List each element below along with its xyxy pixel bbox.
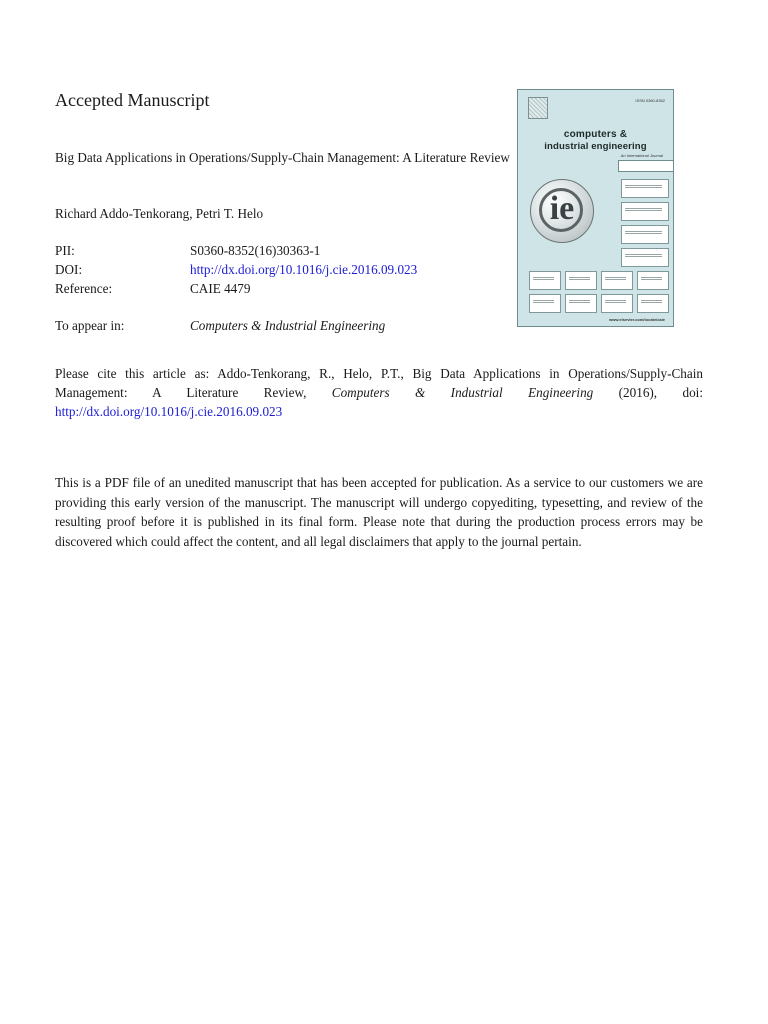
cover-title-line1: computers & (563, 129, 628, 140)
reference-row (55, 279, 250, 298)
citation-paragraph (55, 364, 703, 421)
doi-row (55, 260, 417, 279)
cover-issn: ISSN 0360-8352 (635, 98, 665, 103)
appear-row (55, 316, 385, 335)
cover-toc-box (565, 294, 597, 313)
emblem-text: ie (549, 190, 575, 227)
pii-value: S0360-8352(16)30363-1 (190, 243, 321, 258)
manuscript-heading: Accepted Manuscript (55, 90, 210, 110)
publisher-logo-icon (528, 97, 548, 119)
journal-cover-image (517, 89, 674, 327)
cover-volume-strip (618, 160, 674, 172)
appear-label: To appear in: (55, 318, 125, 333)
manuscript-notice: This is a PDF file of an unedited manuscript that has been accepted for publication. As a service to our customers we are providing this early version of the manuscript. The manuscript will undergo copyediting, typesetting, and review of the resulting proof before it is published in its final form. Please note that during the production process errors may be discovered which could affect the content, and all legal disclaimers that apply to the journal pertain. (55, 475, 703, 549)
article-title: Big Data Applications in Operations/Supply-Chain Management: A Literature Review (55, 150, 510, 165)
citation-year-doi: (2016), doi: (618, 385, 703, 400)
citation-doi-link[interactable]: http://dx.doi.org/10.1016/j.cie.2016.09.023 (55, 404, 283, 419)
authors: Richard Addo-Tenkorang, Petri T. Helo (55, 206, 264, 221)
doi-label: DOI: (55, 262, 83, 277)
cover-toc-box (601, 271, 633, 290)
cover-toc-box (565, 271, 597, 290)
citation-prefix: Please cite this article as: Addo-Tenkorang, R., Helo, P.T., Big Data Applications in Operations/Supply-Chain Management: A Literature Review, (55, 366, 703, 400)
cover-toc-box (637, 271, 669, 290)
reference-label: Reference: (55, 281, 113, 296)
cover-title-line2: industrial engineering (544, 141, 647, 152)
cover-toc-box (621, 202, 669, 221)
citation-journal: Computers & Industrial Engineering (331, 385, 594, 400)
journal-emblem-icon (530, 179, 594, 243)
cover-toc-box (637, 294, 669, 313)
cover-subtitle: An International Journal (620, 153, 663, 158)
cover-toc-box (621, 179, 669, 198)
appear-value: Computers & Industrial Engineering (190, 318, 386, 333)
pii-row (55, 241, 320, 260)
cover-toc-box (529, 271, 561, 290)
reference-value: CAIE 4479 (190, 281, 251, 296)
pii-label: PII: (55, 243, 75, 258)
cover-toc-box (621, 225, 669, 244)
cover-url: www.elsevier.com/locate/caie (609, 317, 665, 322)
cover-toc-box (621, 248, 669, 267)
doi-link[interactable]: http://dx.doi.org/10.1016/j.cie.2016.09.023 (190, 262, 418, 277)
cover-toc-box (529, 294, 561, 313)
cover-toc-box (601, 294, 633, 313)
